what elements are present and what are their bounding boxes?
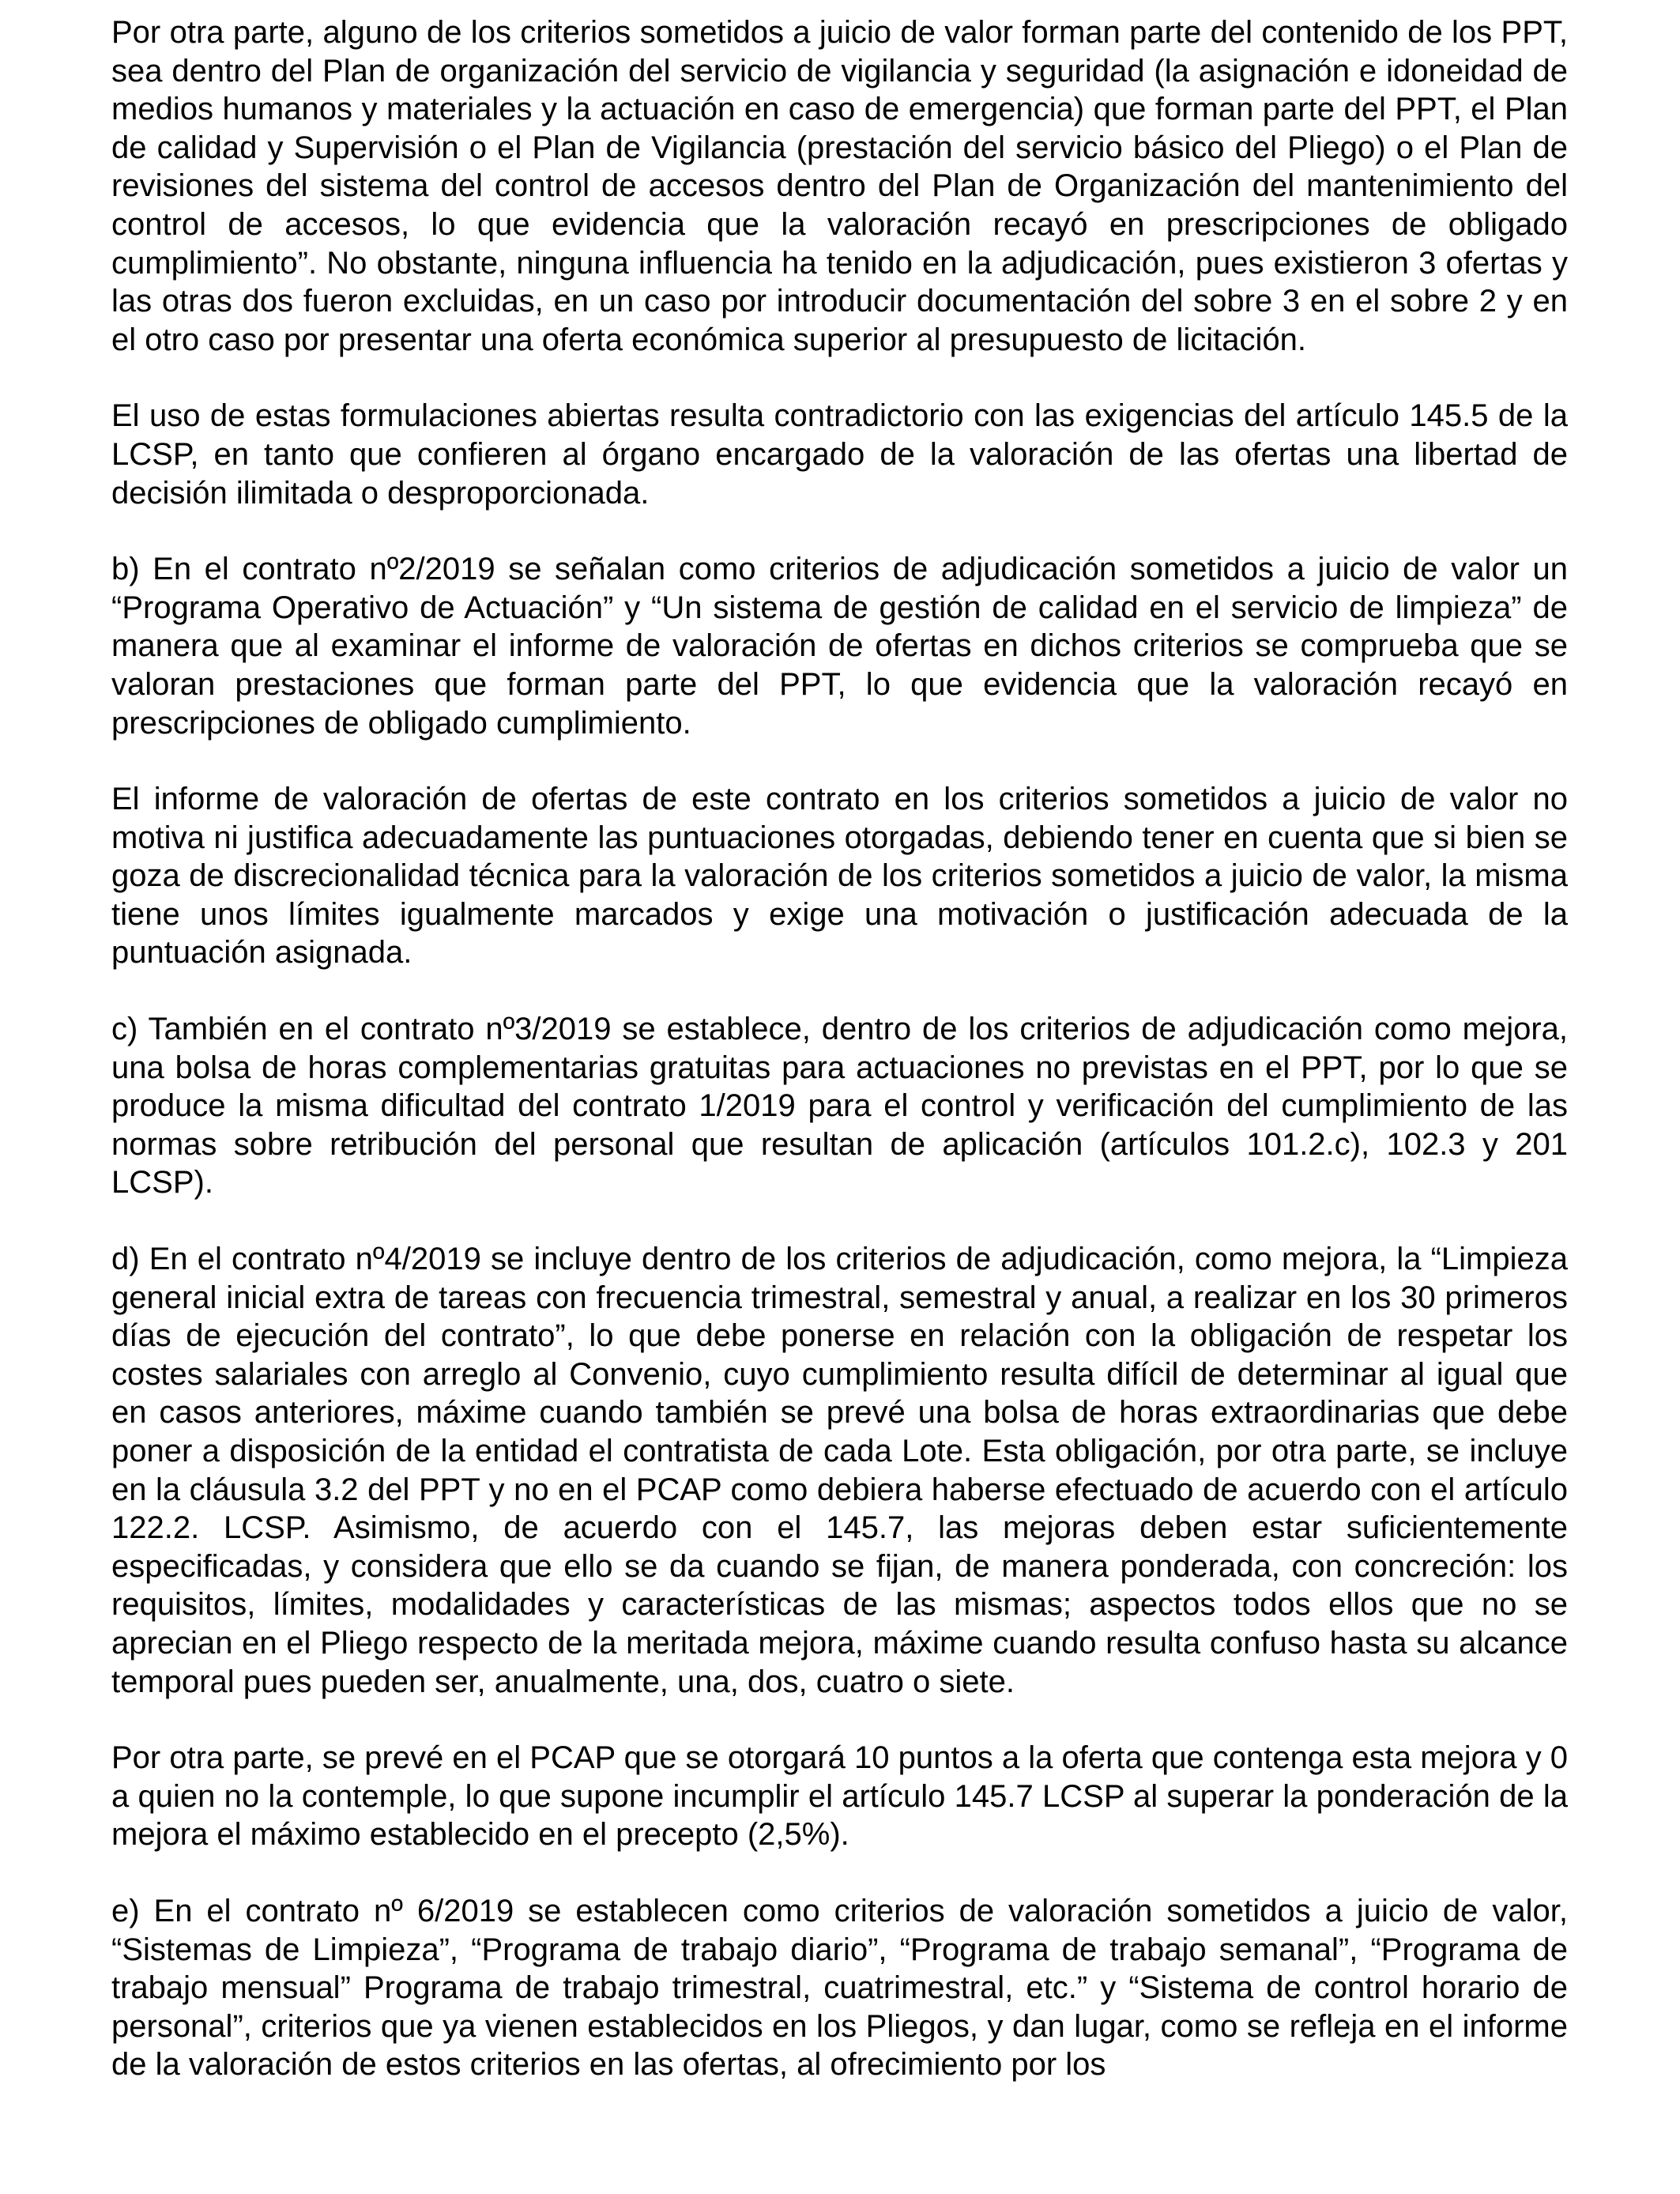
paragraph-open-formulations: El uso de estas formulaciones abiertas resulta contradictorio con las exigencias del artículo 145.5 de la LCSP, en tanto que confieren al órgano encargado de la valoración de las ofertas una libertad de decisión ilimitada o desproporcionada. xyxy=(111,398,1568,511)
paragraph-contract-3-2019: c) También en el contrato nº3/2019 se establece, dentro de los criterios de adjudicación como mejora, una bolsa de horas complementarias gratuitas para actuaciones no previstas en el PPT, por lo que se produce la misma dificultad del contrato 1/2019 para el control y verificación del cumplimiento de las normas sobre retribución del personal que resultan de aplicación (artículos 101.2.c), 102.3 y 201 LCSP). xyxy=(111,1012,1568,1201)
paragraph-valuation-report: El informe de valoración de ofertas de este contrato en los criterios sometidos a juicio de valor no motiva ni justifica adecuadamente las puntuaciones otorgadas, debiendo tener en cuenta que si bien se goza de discrecionalidad técnica para la valoración de los criterios sometidos a juicio de valor, la misma tiene unos límites igualmente marcados y exige una motivación o justificación adecuada de la puntuación asignada. xyxy=(111,782,1568,971)
paragraph-pcap-points: Por otra parte, se prevé en el PCAP que se otorgará 10 puntos a la oferta que contenga esta mejora y 0 a quien no la contemple, lo que supone incumplir el artículo 145.7 LCSP al superar la ponderación de la mejora el máximo establecido en el precepto (2,5%). xyxy=(111,1740,1568,1853)
paragraph-contract-2-2019: b) En el contrato nº2/2019 se señalan como criterios de adjudicación sometidos a juicio de valor un “Programa Operativo de Actuación” y “Un sistema de gestión de calidad en el servicio de limpieza” de manera que al examinar el informe de valoración de ofertas en dichos criterios se comprueba que se valoran prestaciones que forman parte del PPT, lo que evidencia que la valoración recayó en prescripciones de obligado cumplimiento. xyxy=(111,552,1568,741)
paragraph-ppt-criteria: Por otra parte, alguno de los criterios sometidos a juicio de valor forman parte del contenido de los PPT, sea dentro del Plan de organización del servicio de vigilancia y seguridad (la asignación e idoneidad de medios humanos y materiales y la actuación en caso de emergencia) que forman parte del PPT, el Plan de calidad y Supervisión o el Plan de Vigilancia (prestación del servicio básico del Pliego) o el Plan de revisiones del sistema del control de accesos dentro del Plan de Organización del mantenimiento del control de accesos, lo que evidencia que la valoración recayó en prescripciones de obligado cumplimiento”. No obstante, ninguna influencia ha tenido en la adjudicación, pues existieron 3 ofertas y las otras dos fueron excluidas, en un caso por introducir documentación del sobre 3 en el sobre 2 y en el otro caso por presentar una oferta económica superior al presupuesto de licitación. xyxy=(111,15,1568,357)
paragraph-contract-4-2019: d) En el contrato nº4/2019 se incluye dentro de los criterios de adjudicación, como mejora, la “Limpieza general inicial extra de tareas con frecuencia trimestral, semestral y anual, a realizar en los 30 primeros días de ejecución del contrato”, lo que debe ponerse en relación con la obligación de respetar los costes salariales con arreglo al Convenio, cuyo cumplimiento resulta difícil de determinar al igual que en casos anteriores, máxime cuando también se prevé una bolsa de horas extraordinarias que debe poner a disposición de la entidad el contratista de cada Lote. Esta obligación, por otra parte, se incluye en la cláusula 3.2 del PPT y no en el PCAP como debiera haberse efectuado de acuerdo con el artículo 122.2. LCSP. Asimismo, de acuerdo con el 145.7, las mejoras deben estar suficientemente especificadas, y considera que ello se da cuando se fijan, de manera ponderada, con concreción: los requisitos, límites, modalidades y características de las mismas; aspectos todos ellos que no se aprecian en el Pliego respecto de la meritada mejora, máxime cuando resulta confuso hasta su alcance temporal pues pueden ser, anualmente, una, dos, cuatro o siete. xyxy=(111,1242,1568,1699)
document-page xyxy=(111,13,1568,2084)
paragraph-contract-6-2019: e) En el contrato nº 6/2019 se establecen como criterios de valoración sometidos a juicio de valor, “Sistemas de Limpieza”, “Programa de trabajo diario”, “Programa de trabajo semanal”, “Programa de trabajo mensual” Programa de trabajo trimestral, cuatrimestral, etc.” y “Sistema de control horario de personal”, criterios que ya vienen establecidos en los Pliegos, y dan lugar, como se refleja en el informe de la valoración de estos criterios en las ofertas, al ofrecimiento por los xyxy=(111,1893,1568,2083)
